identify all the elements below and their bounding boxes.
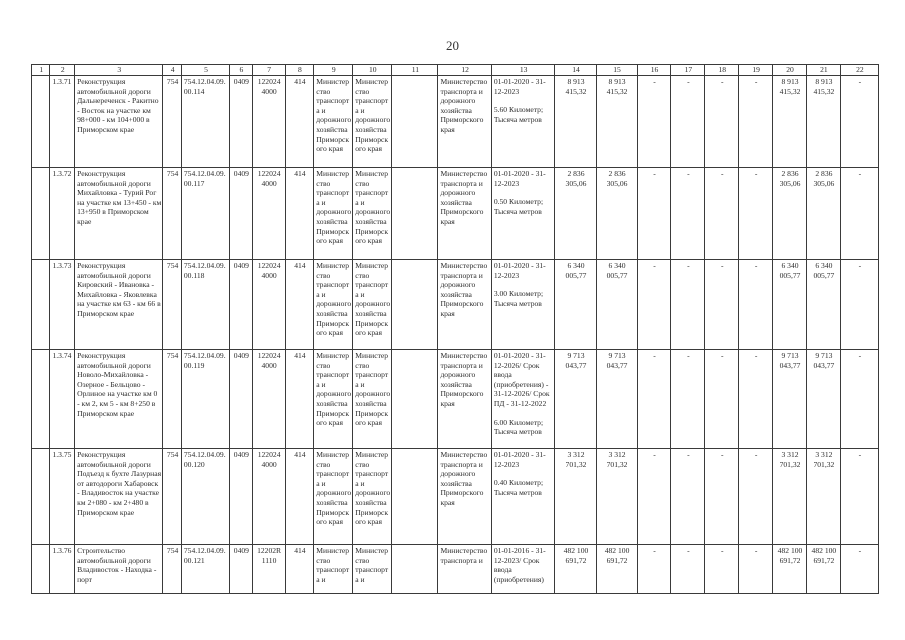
cost-total: [555, 76, 596, 168]
developer-org: [438, 260, 491, 350]
row-number-text: 1.3.74: [52, 351, 72, 360]
page-number: 20: [446, 38, 459, 53]
code-col-8: [285, 260, 314, 350]
responsible-org: [314, 260, 353, 350]
value-col-18: [705, 168, 739, 260]
object-name: [75, 168, 163, 260]
code-col-6-text: 0409: [233, 450, 249, 459]
developer-org-text: Министерство транспорта и дорожного хозяйства Приморского края: [440, 450, 488, 507]
object-name: [75, 76, 163, 168]
customer-org-text: Министерство транспорта и дорожного хозяйства Приморского края: [355, 77, 391, 154]
code-col-7-text: 122024 4000: [257, 261, 281, 280]
value-col-18: [705, 76, 739, 168]
code-col-5: [181, 260, 229, 350]
code-col-8: [285, 449, 314, 545]
table-row: [32, 545, 879, 594]
code-col-7: [252, 449, 285, 545]
period-and-capacity: [491, 168, 555, 260]
period-and-capacity: [491, 260, 555, 350]
value-col-19: [739, 350, 773, 449]
capacity-measure: 0.40 Километр; Тысяча метров: [493, 478, 544, 497]
value-col-16-text: -: [653, 261, 656, 270]
code-col-6-text: 0409: [233, 77, 249, 86]
code-col-4: [163, 449, 181, 545]
value-col-17-text: -: [687, 169, 690, 178]
value-col-22: [840, 260, 878, 350]
value-col-21: [806, 76, 840, 168]
value-col-21: [806, 168, 840, 260]
customer-org-text: Министерство транспорта и дорожного хозяйства Приморского края: [355, 450, 391, 527]
column-number-header-row: [32, 65, 879, 76]
code-col-6: [230, 168, 253, 260]
value-col-22-text: -: [858, 450, 862, 459]
col-header: 17: [671, 65, 705, 76]
period-and-capacity: [491, 76, 555, 168]
value-col-21-text: 9 713 043,77: [813, 351, 835, 370]
code-col-6: [230, 545, 253, 594]
code-col-8-text: 414: [294, 169, 306, 178]
row-empty-cell: [32, 449, 50, 545]
table-row: [32, 260, 879, 350]
value-col-18: [705, 350, 739, 449]
value-col-22-text: -: [858, 169, 862, 178]
code-col-5-text: 754.12.04.09.00.120: [183, 450, 226, 469]
value-col-16: [637, 260, 671, 350]
developer-org: [438, 76, 491, 168]
capacity-measure: 0.50 Километр; Тысяча метров: [493, 197, 544, 216]
code-col-4-text: 754: [166, 450, 179, 459]
value-col-16-text: -: [653, 77, 656, 86]
value-col-19-text: -: [754, 351, 758, 360]
object-name: [75, 545, 163, 594]
customer-org: [353, 350, 392, 449]
row-number: [50, 350, 75, 449]
value-col-16-text: -: [653, 546, 656, 555]
value-col-16-text: -: [653, 169, 656, 178]
cost-total-text: 8 913 415,32: [565, 77, 587, 96]
customer-org: [353, 260, 392, 350]
row-empty-cell: [32, 76, 50, 168]
value-col-21: [806, 545, 840, 594]
code-col-4: [163, 545, 181, 594]
value-col-22: [840, 449, 878, 545]
code-col-7: [252, 168, 285, 260]
col-header: 14: [555, 65, 596, 76]
value-col-22: [840, 168, 878, 260]
responsible-org: [314, 168, 353, 260]
value-col-19-text: -: [754, 169, 758, 178]
object-name-text: Строительство автомобильной дороги Владивосток - Находка - порт: [77, 546, 157, 584]
table-row: [32, 350, 879, 449]
customer-org-text: Министерство транспорта и дорожного хозяйства Приморского края: [355, 169, 391, 246]
code-col-6-text: 0409: [233, 351, 249, 360]
value-col-20: [773, 260, 807, 350]
row-number: [50, 449, 75, 545]
value-col-17-text: -: [687, 546, 690, 555]
row-number-text: 1.3.72: [52, 169, 72, 178]
table-row: [32, 76, 879, 168]
cost-total-text: 9 713 043,77: [565, 351, 587, 370]
col-header: 3: [75, 65, 163, 76]
col-header: 21: [806, 65, 840, 76]
col-header: 18: [705, 65, 739, 76]
capacity-measure: 3.00 Километр; Тысяча метров: [493, 289, 544, 308]
col-header: 7: [252, 65, 285, 76]
developer-org-text: Министерство транспорта и дорожного хозяйства Приморского края: [440, 351, 488, 408]
value-col-18-text: -: [721, 450, 724, 459]
code-col-4: [163, 76, 181, 168]
value-col-17-text: -: [687, 450, 690, 459]
developer-org-text: Министерство транспорта и дорожного хозяйства Приморского края: [440, 261, 488, 318]
code-col-6: [230, 260, 253, 350]
cost-total-text: 2 836 305,06: [565, 169, 587, 188]
value-col-22: [840, 545, 878, 594]
row-number: [50, 260, 75, 350]
value-col-20-text: 9 713 043,77: [779, 351, 801, 370]
code-col-4: [163, 350, 181, 449]
budget-table: [31, 64, 879, 594]
code-col-7: [252, 76, 285, 168]
cost-remaining-text: 3 312 701,32: [606, 450, 628, 469]
value-col-20: [773, 168, 807, 260]
value-col-18: [705, 260, 739, 350]
cost-total: [555, 449, 596, 545]
value-col-22-text: -: [858, 261, 862, 270]
cost-remaining: [596, 449, 637, 545]
code-col-8: [285, 350, 314, 449]
code-col-5: [181, 168, 229, 260]
value-col-19: [739, 545, 773, 594]
code-col-8: [285, 76, 314, 168]
cost-total: [555, 260, 596, 350]
code-col-8-text: 414: [294, 450, 306, 459]
customer-org: [353, 449, 392, 545]
capacity-measure: 6.00 Километр; Тысяча метров: [493, 417, 544, 437]
code-col-5-text: 754.12.04.09.00.119: [183, 351, 226, 370]
code-col-6-text: 0409: [233, 261, 249, 270]
code-col-7: [252, 350, 285, 449]
code-col-7: [252, 545, 285, 594]
cost-remaining: [596, 168, 637, 260]
cost-remaining-text: 2 836 305,06: [606, 169, 628, 188]
value-col-18-text: -: [721, 77, 724, 86]
implementation-period: 01-01-2020 - 31-12-2026/ Срок ввода (приобретения) - 31-12-2026/ Срок ПД - 31-12-2022: [493, 351, 550, 408]
implementation-period: 01-01-2020 - 31-12-2023: [493, 77, 546, 96]
developer-org: [438, 168, 491, 260]
value-col-17: [671, 350, 705, 449]
responsible-org-text: Министерство транспорта и дорожного хозяйства Приморского края: [316, 450, 352, 527]
code-col-5: [181, 350, 229, 449]
value-col-17-text: -: [687, 351, 690, 360]
code-col-4-text: 754: [166, 261, 179, 270]
cost-total: [555, 545, 596, 594]
implementation-period: 01-01-2016 - 31-12-2023/ Срок ввода (приобретения): [493, 546, 546, 584]
table-row: [32, 168, 879, 260]
cost-total: [555, 168, 596, 260]
responsible-org: [314, 545, 353, 594]
object-name: [75, 449, 163, 545]
customer-org-text: Министерство транспорта и дорожного хозяйства Приморского края: [355, 351, 391, 428]
col-11-cell: [392, 545, 438, 594]
row-number-text: 1.3.73: [52, 261, 72, 270]
code-col-6-text: 0409: [233, 546, 249, 555]
responsible-org: [314, 350, 353, 449]
object-name-text: Реконструкция автомобильной дороги Кировский - Ивановка - Михайловка - Яковлевка на участке км 63 - км 66 в Приморском крае: [77, 261, 161, 318]
value-col-16: [637, 545, 671, 594]
developer-org: [438, 449, 491, 545]
value-col-17-text: -: [687, 261, 690, 270]
value-col-19-text: -: [754, 546, 758, 555]
value-col-20: [773, 545, 807, 594]
customer-org: [353, 545, 392, 594]
developer-org: [438, 350, 491, 449]
col-header: 10: [353, 65, 392, 76]
developer-org-text: Министерство транспорта и: [440, 546, 488, 565]
col-11-cell: [392, 350, 438, 449]
value-col-18-text: -: [721, 169, 724, 178]
developer-org-text: Министерство транспорта и дорожного хозяйства Приморского края: [440, 169, 488, 226]
col-header: 4: [163, 65, 181, 76]
cost-remaining: [596, 260, 637, 350]
col-header: 19: [739, 65, 773, 76]
cost-remaining-text: 9 713 043,77: [606, 351, 628, 370]
code-col-7-text: 122024 4000: [257, 450, 281, 469]
responsible-org: [314, 449, 353, 545]
value-col-18-text: -: [721, 261, 724, 270]
value-col-19-text: -: [754, 77, 758, 86]
cost-total-text: 3 312 701,32: [565, 450, 587, 469]
object-name: [75, 260, 163, 350]
value-col-19: [739, 76, 773, 168]
value-col-19: [739, 168, 773, 260]
code-col-7-text: 122024 4000: [257, 77, 281, 96]
value-col-21-text: 482 100 691,72: [811, 546, 837, 565]
col-header: 11: [392, 65, 438, 76]
row-empty-cell: [32, 350, 50, 449]
code-col-7-text: 12202R 1110: [257, 546, 282, 565]
col-header: 13: [491, 65, 555, 76]
col-header: 9: [314, 65, 353, 76]
value-col-20-text: 482 100 691,72: [777, 546, 803, 565]
object-name-text: Реконструкция автомобильной дороги Новоло-Михайловка - Озерное - Бельцово - Орлиное на участке км 0 - км 2, км 5 - км 8+250 в Приморском крае: [77, 351, 158, 418]
value-col-19: [739, 260, 773, 350]
value-col-21-text: 3 312 701,32: [813, 450, 835, 469]
value-col-21: [806, 260, 840, 350]
value-col-18: [705, 449, 739, 545]
code-col-6-text: 0409: [233, 169, 249, 178]
col-11-cell: [392, 260, 438, 350]
cost-remaining: [596, 350, 637, 449]
value-col-21-text: 8 913 415,32: [813, 77, 835, 96]
code-col-5: [181, 76, 229, 168]
object-name-text: Реконструкция автомобильной дороги Михайловка - Турий Рог на участке км 13+450 - км 13+950 в Приморском крае: [77, 169, 162, 226]
col-header: 5: [181, 65, 229, 76]
cost-remaining: [596, 76, 637, 168]
value-col-20: [773, 76, 807, 168]
code-col-7-text: 122024 4000: [257, 351, 281, 370]
capacity-measure: 5.60 Километр; Тысяча метров: [493, 105, 544, 124]
value-col-20: [773, 449, 807, 545]
customer-org: [353, 76, 392, 168]
responsible-org: [314, 76, 353, 168]
implementation-period: 01-01-2020 - 31-12-2023: [493, 450, 546, 469]
row-number-text: 1.3.71: [52, 77, 72, 86]
value-col-18-text: -: [721, 546, 724, 555]
code-col-4-text: 754: [166, 77, 179, 86]
code-col-8-text: 414: [294, 77, 306, 86]
code-col-5-text: 754.12.04.09.00.121: [183, 546, 226, 565]
code-col-8-text: 414: [294, 546, 306, 555]
cost-remaining-text: 6 340 005,77: [606, 261, 628, 280]
col-header: 20: [773, 65, 807, 76]
customer-org-text: Министерство транспорта и дорожного хозяйства Приморского края: [355, 261, 391, 338]
developer-org: [438, 545, 491, 594]
value-col-21-text: 6 340 005,77: [813, 261, 835, 280]
value-col-16: [637, 76, 671, 168]
code-col-4-text: 754: [166, 169, 179, 178]
col-header: 8: [285, 65, 314, 76]
responsible-org-text: Министерство транспорта и дорожного хозяйства Приморского края: [316, 77, 352, 154]
value-col-16-text: -: [653, 351, 656, 360]
col-header: 1: [32, 65, 50, 76]
object-name-text: Реконструкция автомобильной дороги Подъезд к бухте Лазурная от автодороги Хабаровск - Владивосток на участке км 2+080 - км 2+480 в Приморском крае: [77, 450, 162, 517]
row-number-text: 1.3.75: [52, 450, 72, 459]
col-11-cell: [392, 168, 438, 260]
col-11-cell: [392, 76, 438, 168]
code-col-4: [163, 168, 181, 260]
responsible-org-text: Министерство транспорта и дорожного хозяйства Приморского края: [316, 351, 352, 428]
code-col-5-text: 754.12.04.09.00.118: [183, 261, 226, 280]
col-header: 6: [230, 65, 253, 76]
col-header: 2: [50, 65, 75, 76]
value-col-22: [840, 76, 878, 168]
col-11-cell: [392, 449, 438, 545]
code-col-4: [163, 260, 181, 350]
code-col-8-text: 414: [294, 261, 306, 270]
value-col-19-text: -: [754, 450, 758, 459]
code-col-8-text: 414: [294, 351, 306, 360]
row-empty-cell: [32, 545, 50, 594]
cost-remaining-text: 482 100 691,72: [604, 546, 630, 565]
value-col-17-text: -: [687, 77, 690, 86]
value-col-16-text: -: [653, 450, 656, 459]
object-name: [75, 350, 163, 449]
value-col-16: [637, 168, 671, 260]
value-col-20-text: 8 913 415,32: [779, 77, 801, 96]
cost-total-text: 482 100 691,72: [563, 546, 589, 565]
code-col-7: [252, 260, 285, 350]
code-col-6: [230, 449, 253, 545]
code-col-8: [285, 545, 314, 594]
value-col-21-text: 2 836 305,06: [813, 169, 835, 188]
row-number-text: 1.3.76: [52, 546, 72, 555]
row-empty-cell: [32, 168, 50, 260]
object-name-text: Реконструкция автомобильной дороги Дальнереченск - Ракитно - Восток на участке км 98+000 - км 104+000 в Приморском крае: [77, 77, 159, 134]
cost-total: [555, 350, 596, 449]
value-col-20: [773, 350, 807, 449]
value-col-22: [840, 350, 878, 449]
col-header: 22: [840, 65, 878, 76]
value-col-22-text: -: [858, 77, 862, 86]
period-and-capacity: [491, 545, 555, 594]
code-col-6: [230, 76, 253, 168]
value-col-20-text: 6 340 005,77: [779, 261, 801, 280]
value-col-17: [671, 260, 705, 350]
code-col-5: [181, 449, 229, 545]
code-col-8: [285, 168, 314, 260]
code-col-6: [230, 350, 253, 449]
value-col-18: [705, 545, 739, 594]
value-col-16: [637, 350, 671, 449]
customer-org: [353, 168, 392, 260]
implementation-period: 01-01-2020 - 31-12-2023: [493, 169, 546, 188]
value-col-21: [806, 350, 840, 449]
code-col-5-text: 754.12.04.09.00.117: [183, 169, 226, 188]
value-col-20-text: 3 312 701,32: [779, 450, 801, 469]
value-col-22-text: -: [858, 546, 862, 555]
col-header: 12: [438, 65, 491, 76]
value-col-18-text: -: [721, 351, 724, 360]
period-and-capacity: [491, 350, 555, 449]
value-col-17: [671, 449, 705, 545]
customer-org-text: Министерство транспорта и: [355, 546, 389, 584]
developer-org-text: Министерство транспорта и дорожного хозяйства Приморского края: [440, 77, 488, 134]
row-empty-cell: [32, 260, 50, 350]
value-col-17: [671, 545, 705, 594]
cost-remaining-text: 8 913 415,32: [606, 77, 628, 96]
value-col-17: [671, 168, 705, 260]
col-header: 16: [637, 65, 671, 76]
row-number: [50, 545, 75, 594]
row-number: [50, 76, 75, 168]
code-col-4-text: 754: [166, 351, 179, 360]
value-col-19-text: -: [754, 261, 758, 270]
value-col-19: [739, 449, 773, 545]
code-col-4-text: 754: [166, 546, 179, 555]
value-col-21: [806, 449, 840, 545]
responsible-org-text: Министерство транспорта и дорожного хозяйства Приморского края: [316, 261, 352, 338]
code-col-7-text: 122024 4000: [257, 169, 281, 188]
table-row: [32, 449, 879, 545]
row-number: [50, 168, 75, 260]
value-col-22-text: -: [858, 351, 862, 360]
code-col-5-text: 754.12.04.09.00.114: [183, 77, 226, 96]
responsible-org-text: Министерство транспорта и дорожного хозяйства Приморского края: [316, 169, 352, 246]
value-col-17: [671, 76, 705, 168]
code-col-5: [181, 545, 229, 594]
col-header: 15: [596, 65, 637, 76]
responsible-org-text: Министерство транспорта и: [316, 546, 350, 584]
implementation-period: 01-01-2020 - 31-12-2023: [493, 261, 546, 280]
cost-total-text: 6 340 005,77: [565, 261, 587, 280]
value-col-20-text: 2 836 305,06: [779, 169, 801, 188]
value-col-16: [637, 449, 671, 545]
cost-remaining: [596, 545, 637, 594]
period-and-capacity: [491, 449, 555, 545]
